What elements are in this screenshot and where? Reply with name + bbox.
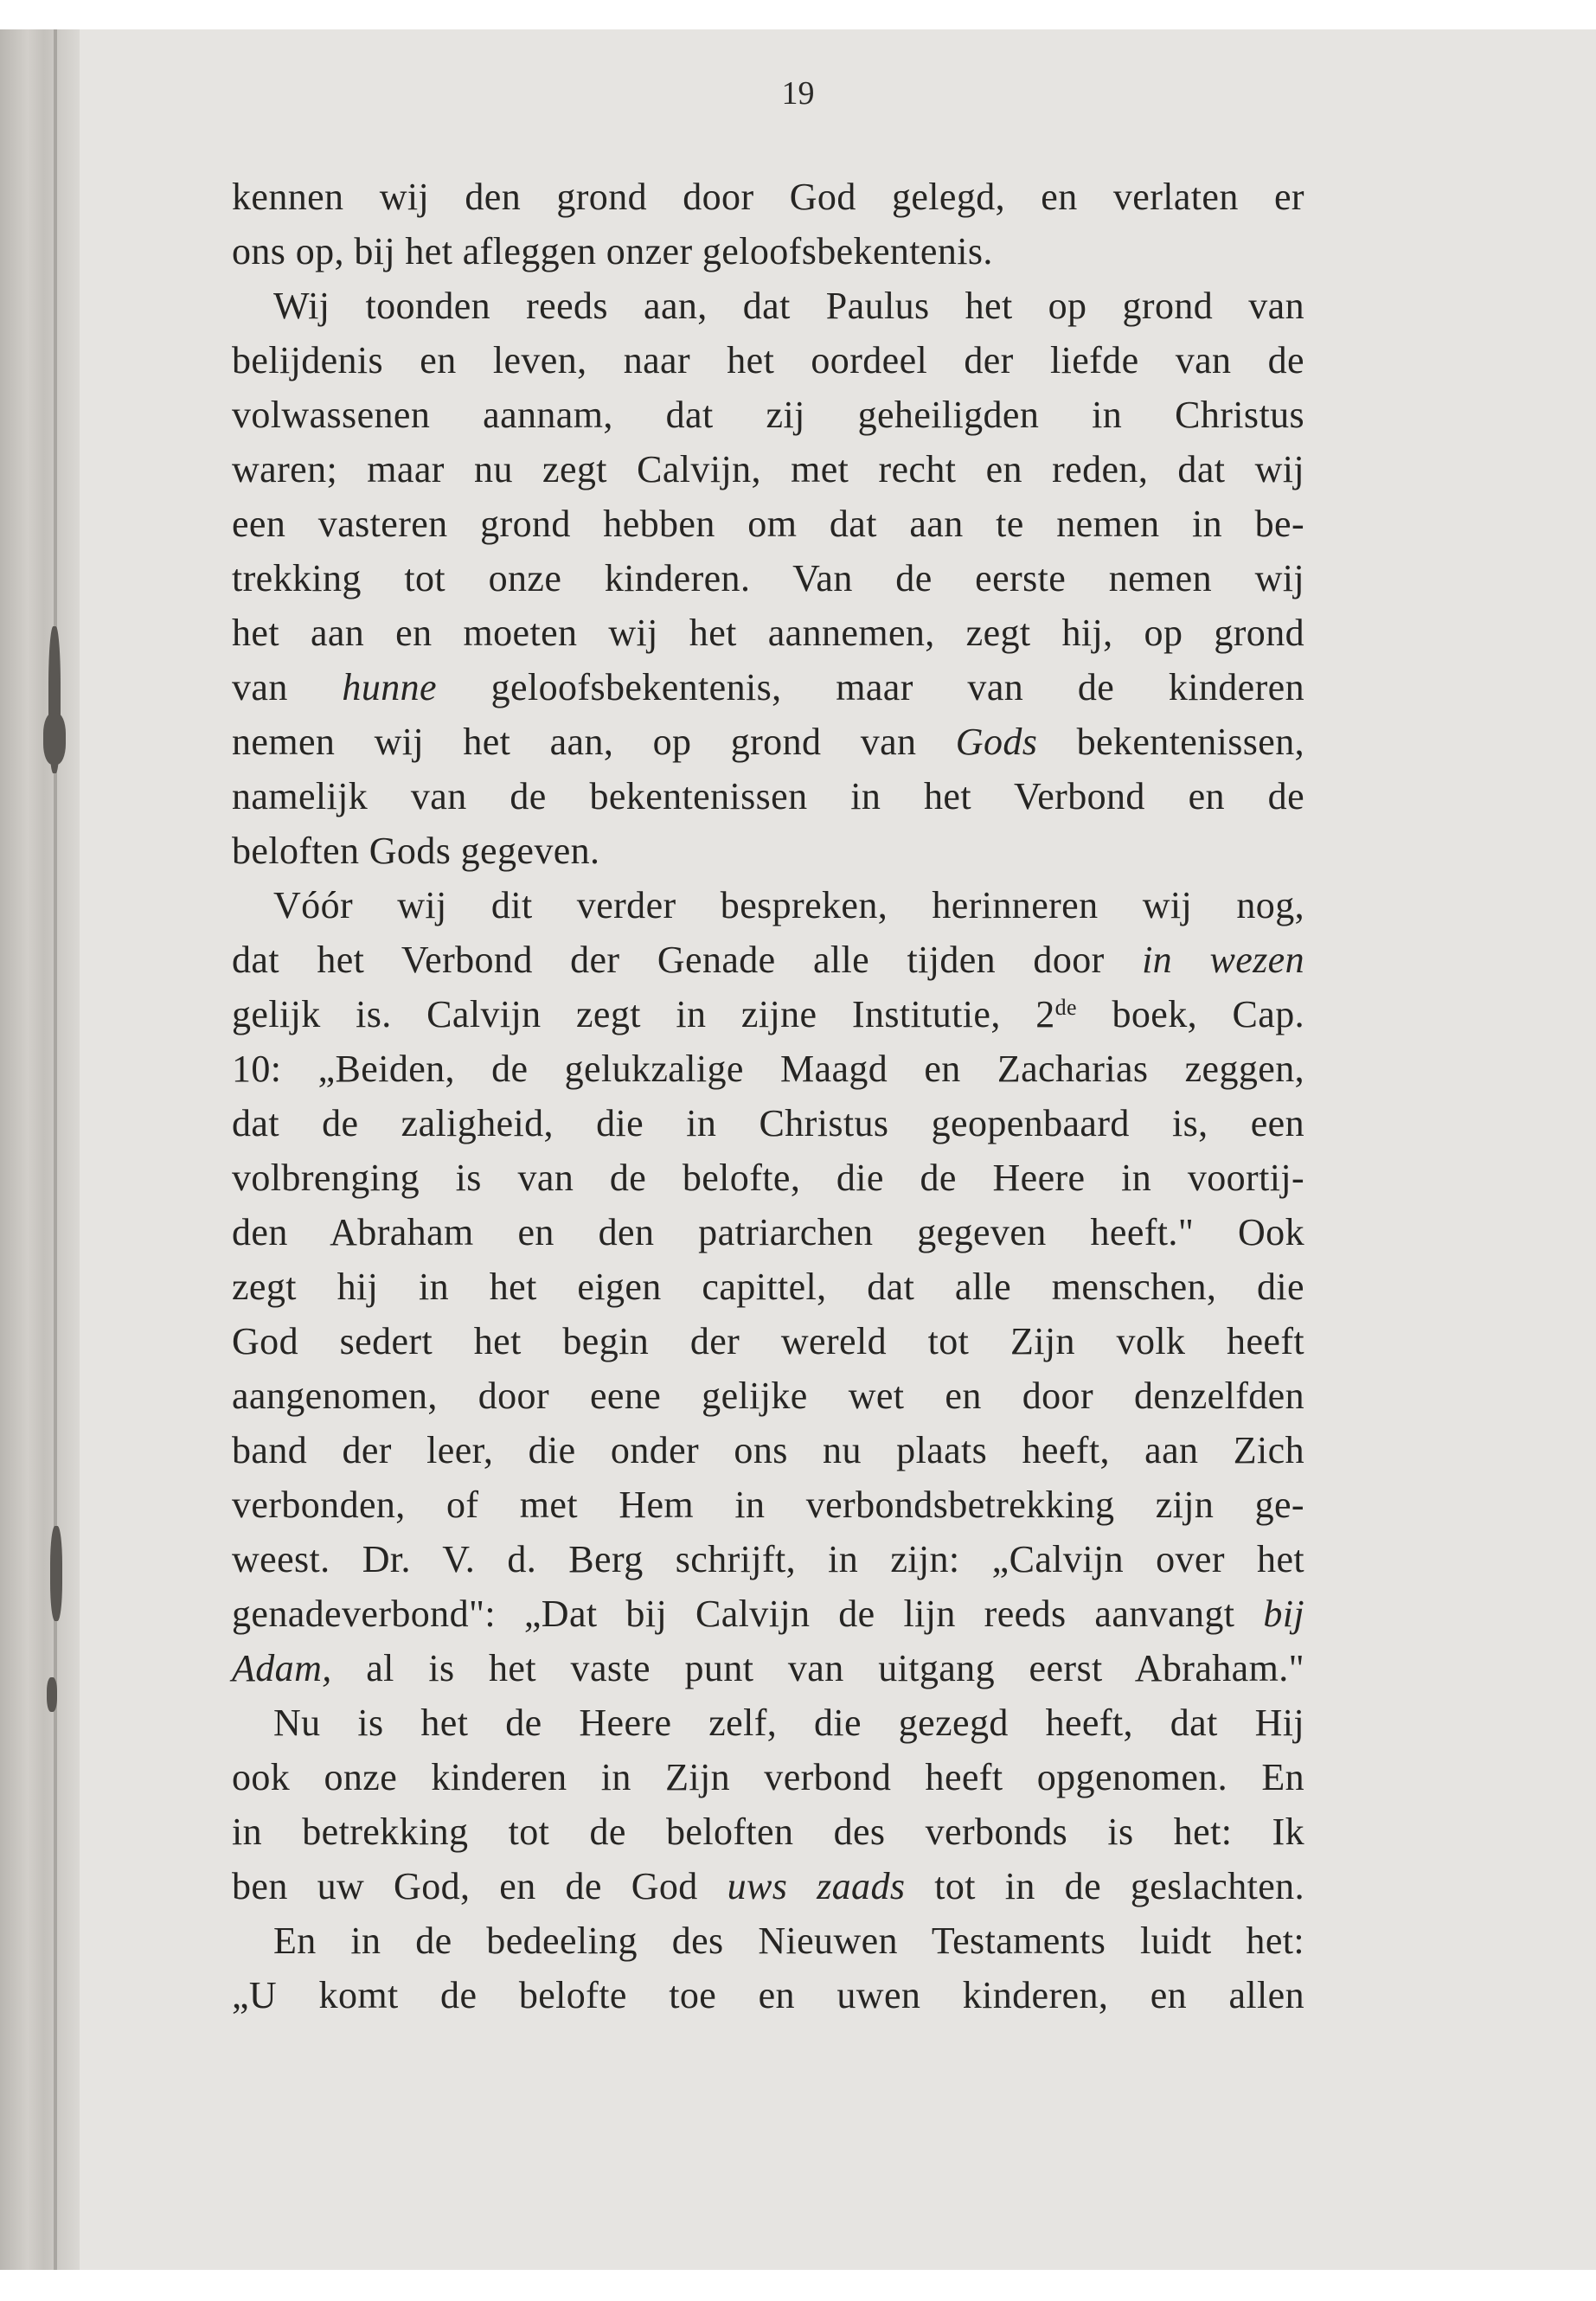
- italic-emphasis: Adam,: [232, 1647, 332, 1689]
- italic-emphasis: bij: [1263, 1593, 1304, 1635]
- page-number: 19: [781, 75, 815, 112]
- text-line: belijdenis en leven, naar het oordeel der liefde van de: [232, 339, 1304, 381]
- superscript: de: [1054, 995, 1077, 1020]
- text-line: aangenomen, door eene gelijke wet en door denzelfden: [232, 1375, 1304, 1417]
- text-line: ook onze kinderen in Zijn verbond heeft opgenomen. En: [232, 1756, 1304, 1798]
- text-line: beloften Gods gegeven.: [232, 830, 600, 872]
- ink-bleed-mark: [50, 1526, 62, 1621]
- text-line: van hunne geloofsbekentenis, maar van de kinderen: [232, 666, 1304, 708]
- text-line: zegt hij in het eigen capittel, dat alle menschen, die: [232, 1266, 1304, 1308]
- text-line: 10: „Beiden, de gelukzalige Maagd en Zacharias zeggen,: [232, 1048, 1304, 1090]
- text-line: Adam, al is het vaste punt van uitgang eerst Abraham.": [232, 1647, 1304, 1689]
- italic-emphasis: uws zaads: [727, 1865, 906, 1907]
- text-line: ons op, bij het afleggen onzer geloofsbekentenis.: [232, 230, 993, 272]
- text-line: Vóór wij dit verder bespreken, herinneren wij nog,: [273, 884, 1304, 926]
- body-text: [232, 170, 1304, 2022]
- text-line: trekking tot onze kinderen. Van de eerste nemen wij: [232, 557, 1304, 599]
- text-line: genadeverbond": „Dat bij Calvijn de lijn reeds aanvangt bij: [232, 1593, 1304, 1635]
- text-line: het aan en moeten wij het aannemen, zegt hij, op grond: [232, 612, 1304, 654]
- text-line: weest. Dr. V. d. Berg schrijft, in zijn: „Calvijn over het: [232, 1538, 1304, 1580]
- text-line: ben uw God, en de God uws zaads tot in de geslachten.: [232, 1865, 1304, 1907]
- text-line: kennen wij den grond door God gelegd, en verlaten er: [232, 176, 1304, 218]
- italic-emphasis: hunne: [342, 666, 437, 708]
- text-line: den Abraham en den patriarchen gegeven heeft." Ook: [232, 1211, 1304, 1253]
- ink-bleed-mark: [43, 713, 66, 765]
- text-line: Nu is het de Heere zelf, die gezegd heeft, dat Hij: [273, 1702, 1304, 1744]
- text-line: God sedert het begin der wereld tot Zijn volk heeft: [232, 1320, 1304, 1362]
- text-line: een vasteren grond hebben om dat aan te nemen in be-: [232, 503, 1304, 545]
- text-line: dat het Verbond der Genade alle tijden door in wezen: [232, 939, 1304, 981]
- italic-emphasis: in wezen: [1142, 939, 1304, 981]
- text-line: band der leer, die onder ons nu plaats heeft, aan Zich: [232, 1429, 1304, 1471]
- text-line: volbrenging is van de belofte, die de Heere in voortij-: [232, 1157, 1304, 1199]
- text-line: En in de bedeeling des Nieuwen Testaments luidt het:: [273, 1920, 1304, 1962]
- text-line: waren; maar nu zegt Calvijn, met recht en reden, dat wij: [232, 448, 1304, 490]
- scanned-page: [0, 29, 1596, 2270]
- text-line: in betrekking tot de beloften des verbonds is het: Ik: [232, 1811, 1304, 1853]
- text-line: „U komt de belofte toe en uwen kinderen, en allen: [232, 1974, 1304, 2016]
- spine-crease: [54, 29, 57, 2270]
- text-line: Wij toonden reeds aan, dat Paulus het op grond van: [273, 285, 1304, 327]
- text-line: namelijk van de bekentenissen in het Verbond en de: [232, 775, 1304, 817]
- ink-bleed-mark: [47, 1677, 57, 1712]
- text-line: gelijk is. Calvijn zegt in zijne Institutie, 2de boek, Cap.: [232, 993, 1304, 1035]
- text-line: verbonden, of met Hem in verbondsbetrekking zijn ge-: [232, 1484, 1304, 1526]
- book-spine-shadow: [0, 29, 80, 2270]
- italic-emphasis: Gods: [955, 721, 1038, 763]
- text-line: volwassenen aannam, dat zij geheiligden in Christus: [232, 394, 1304, 436]
- text-line: nemen wij het aan, op grond van Gods bekentenissen,: [232, 721, 1304, 763]
- text-line: dat de zaligheid, die in Christus geopenbaard is, een: [232, 1102, 1304, 1144]
